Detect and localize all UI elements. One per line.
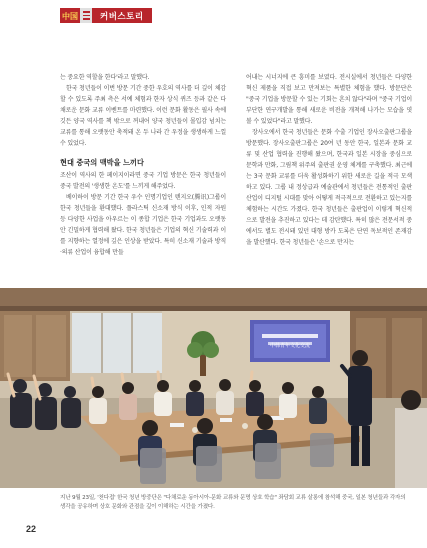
projection-screen-text: 中韩青年文化交流 bbox=[269, 343, 310, 349]
left-column bbox=[60, 72, 226, 258]
section-label: 커버스토리 bbox=[92, 8, 152, 23]
right-paragraph-1: 어내는 시너지에 큰 흥미를 보였다. 전시실에서 청년들은 다양한 혁신 제품을 직접 보고 만져보는 특별한 체험을 했다. 방문단은 "중국 기업을 방문할 수 있는 기회는 흔치 않다"라며 "중국 기업이 부단한 연구개발을 통해 새로운 비전을 개척해 나가는 모습을 엿볼 수 있었다"라고 말했다. bbox=[246, 74, 412, 125]
article-body bbox=[60, 72, 412, 258]
logo-stripes-icon bbox=[80, 8, 92, 23]
left-paragraph-4: 베이하이 방문 기간 한국 우수 인명기업인 텐지오(腾讯)그룹이 한국 청년들을 환대했다. 플라스틱 신소재 방식 이후, 인적 자원 등 다양한 사업을 아우르는 이 종합 기업은 한국 기업과도 오랫동안 긴밀하게 협력해 왔다. 한국 청년들은 기업의 혁신 기술력과 이를 지향하는 열정에 깊은 인상을 받았다. 특히 신소재 기술과 방직·의류 산업이 융합해 만들 bbox=[60, 194, 226, 256]
section-header bbox=[60, 8, 152, 23]
magazine-logo bbox=[60, 8, 80, 23]
photo-caption: 지난 9월 23일, '천다접' 한국 청년 방중단은 "다채로운 동아시아-문화 교류와 문명 상호 학습" 좌담회 교류 살롱에 참석해 중국, 일본 청년들과 각자의 생각을 공유하며 상호 문화와 관점을 깊이 이해하는 시간을 가졌다. bbox=[60, 495, 406, 510]
right-column bbox=[246, 72, 412, 258]
magazine-logo-text: 中国 bbox=[62, 10, 78, 21]
left-paragraph-3: 조산이 역사의 한 페이지이라면 중국 기업 방문은 한국 청년들이 중국 발전의 '생생한 온도'를 느끼게 해주었다. bbox=[60, 172, 226, 190]
event-photo bbox=[0, 288, 427, 488]
right-paragraph-2: 장사오에서 한국 청년들은 문화 수출 기업인 장사오출판그룹을 방문했다. 장사오출판그룹은 20여 년 동안 한국, 일본과 문화 교류 및 산업 협력을 진행해 왔으며, 한국과 일본 시장을 중심으로 문학과 만화, 그림책 위주의 출판권 운영 체계를 구축했다. 최근에는 3국 문화 교류를 더욱 활성화하기 위한 새로운 길을 적극 모색하고 있다. 그룹 내 정상급과 예술관에서 청년들은 전통적인 출판 산업이 디지털 시대를 맞아 어떻게 적극적으로 전환하고 있는지를 체험하는 시간도 가졌다. 한국 청년들은 출판업이 이렇게 혁신적으로 발전을 추진하고 있다는 데 감탄했다. 특히 많은 전문서적 중에서도 별도 전시돼 있던 대형 방카 도록은 단연 독보적인 존재감을 발산했다. 한국 청년들은 '손으로 만지는 bbox=[246, 129, 412, 246]
left-paragraph-1: 는 중요한 역할을 한다'라고 말했다. bbox=[60, 74, 150, 81]
left-paragraph-2: 한국 청년들이 이번 방문 기간 중한 우호의 역사를 더 깊이 체감할 수 있도록 주최 측은 서예 체험과 한자 상식 퀴즈 등과 같은 다채로운 문화 교류 이벤트를 마련했다. 이런 문화 활동은 필사 속에 깃든 양국 역사를 책 밖으로 꺼내어 양국 청년들이 몰입감 넘치는 교류를 통해 오랫동안 축적돼 온 두 나라 간 우정을 생생하게 느낄 수 있었다. bbox=[60, 85, 226, 147]
page-number: 22 bbox=[26, 524, 37, 534]
section-heading: 현대 중국의 맥박을 느끼다 bbox=[60, 158, 144, 167]
